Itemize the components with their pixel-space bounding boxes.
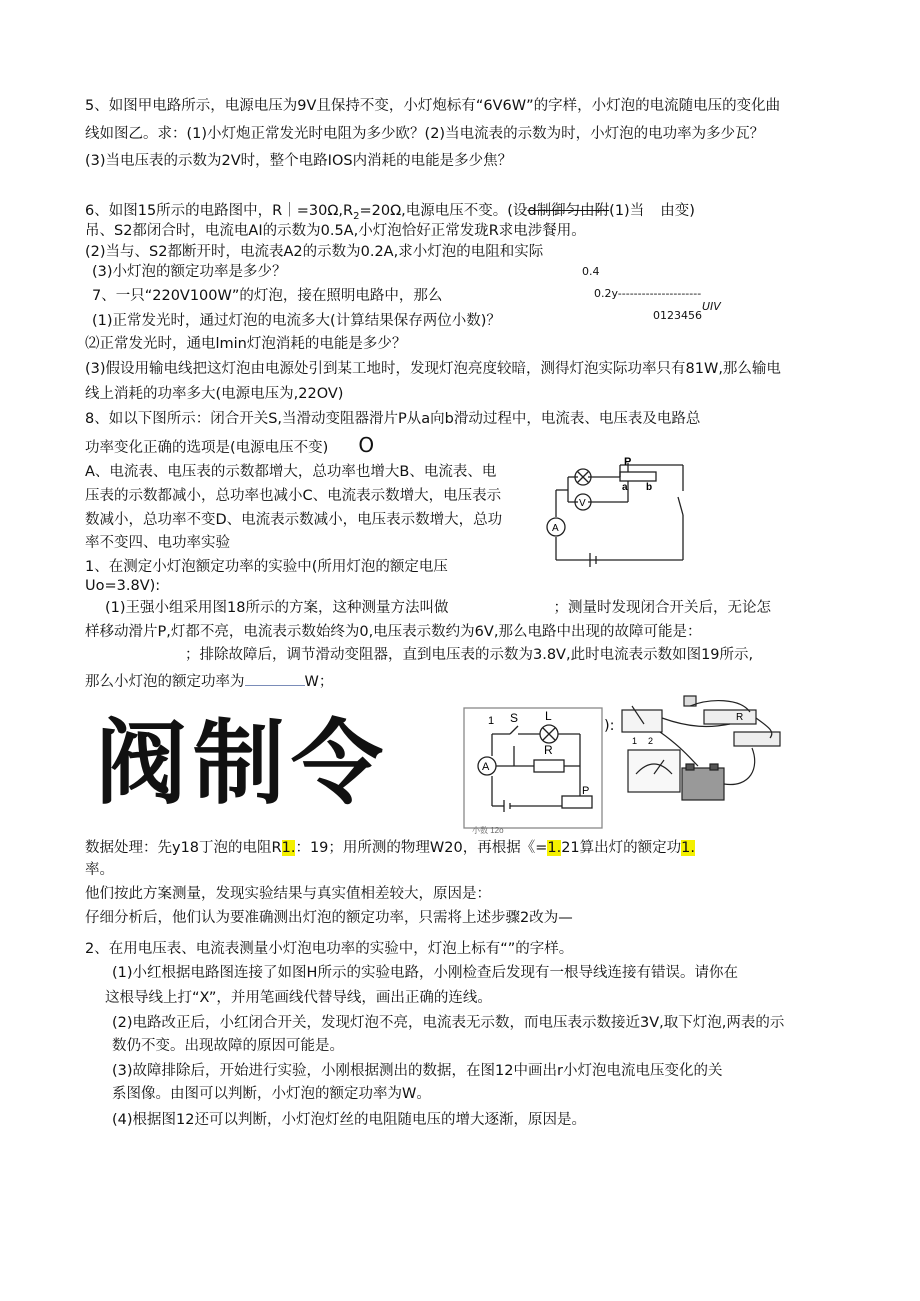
fig18-caption: 小数 12o <box>472 826 504 835</box>
fig19-paren: ): <box>604 718 615 734</box>
q8-line-2-text: 功率变化正确的选项是(电源电压不变) <box>85 440 329 456</box>
q6-subscript: 2 <box>353 210 360 222</box>
fig8-label-V: V <box>579 498 586 509</box>
fig18-label-1: 1 <box>488 715 495 727</box>
e2-line-2: (1)小红根据电路图连接了如图H所示的实验电路，小刚检查后发现有一根导线连接有错误。请你在 <box>112 965 738 981</box>
q6-line-1-a: 6、如图15所示的电路图中，R｜=30Ω,R <box>85 203 354 219</box>
graph-y-04: 0.4 <box>582 265 600 278</box>
e1-line-6 <box>85 671 333 692</box>
large-characters: 阀制令 <box>95 709 390 817</box>
e2-line-7: 系图像。由图可以判断，小灯泡的额定功率为W。 <box>112 1086 431 1102</box>
e1-line-5: ；排除故障后，调节滑动变阻器，直到电压表的示数为3.8V,此时电流表示数如图19所示, <box>185 647 754 663</box>
dp-highlight-1: 1. <box>281 840 296 856</box>
q7-line-1: 7、一只“220V100W”的灯泡，接在照明电路中，那么 <box>92 288 443 304</box>
q8-option-line-2: 压表的示数都减小，总功率也减小C、电流表示数增大，电压表示 <box>85 488 502 504</box>
dp-highlight-2: 1. <box>547 840 562 856</box>
q6-line-4: (3)小灯泡的额定功率是多少？ <box>92 264 287 280</box>
data-processing-line-4: 仔细分析后，他们认为要准确测出灯泡的额定功率，只需将上述步骤2改为— <box>85 910 573 926</box>
q7-line-3: ⑵正常发光时，通电lmin灯泡消耗的电能是多少？ <box>85 336 407 352</box>
q5-line-3: (3)当电压表的示数为2V时，整个电路IOS内消耗的电能是多少焦？ <box>85 153 513 169</box>
q7-line-2: (1)正常发光时，通过灯泡的电流多大(计算结果保存两位小数)？ <box>92 313 501 329</box>
fig8-label-P: P <box>624 456 632 468</box>
e1-line-3 <box>105 598 771 618</box>
fig18-label-A: A <box>482 761 490 773</box>
q8-line-2 <box>85 435 374 458</box>
fig18-circuit-diagram <box>462 706 604 836</box>
fig19-label-2: 2 <box>648 736 654 746</box>
q7-line-4: (3)假设用输电线把这灯泡由电源处引到某工地时，发现灯泡亮度较暗，测得灯泡实际功率只有81W,那么输电 <box>85 361 781 377</box>
e1-line-3-b: ；测量时发现闭合开关后，无论怎 <box>553 600 771 616</box>
q8-circuit-diagram <box>538 455 698 567</box>
e2-line-6: (3)故障排除后，开始进行实验，小刚根据测出的数据，在图12中画出r小灯泡电流电压变化的关 <box>112 1063 723 1079</box>
q6-line-2: 吊、S2都闭合时，电流电AI的示数为0.5A,小灯泡恰好正常发珑R求电涉餐用。 <box>85 223 586 239</box>
data-processing-line-2: 率。 <box>85 862 114 878</box>
power-answer-blank <box>245 671 305 686</box>
fig19-label-1: 1 <box>632 736 638 746</box>
q8-option-line-1: A、电流表、电压表的示数都增大，总功率也增大B、电流表、电 <box>85 464 497 480</box>
dp-b: ：19；用所测的物理W20，再根据《= <box>295 840 548 856</box>
dp-c: 21算出灯的额定功 <box>561 840 682 856</box>
fig8-label-A: A <box>552 523 559 534</box>
fig19-apparatus-picture <box>620 688 788 818</box>
e1-line-1: 1、在测定小灯泡额定功率的实验中(所用灯泡的额定电压 <box>85 559 448 575</box>
q6-line-1-d: (1)当 <box>609 203 645 219</box>
q8-option-line-3: 数减小，总功率不变D、电流表示数减小，电压表示数增大，总功 <box>85 512 503 528</box>
q6-line-1-struck: d制御匀由附 <box>527 203 610 219</box>
q8-option-line-4: 率不变四、电功率实验 <box>85 535 230 551</box>
data-processing-line-1 <box>85 838 695 858</box>
e1-line-6-b: W； <box>304 674 334 690</box>
fig18-label-R: R <box>544 743 553 757</box>
fig18-label-L: L <box>545 709 552 723</box>
fig19-label-R: R <box>736 712 744 723</box>
e1-line-2: Uo=3.8V): <box>85 578 161 594</box>
q8-line-1: 8、如以下图所示：闭合开关S,当滑动变阻器滑片P从a向b滑动过程中，电流表、电压表及电路总 <box>85 411 701 427</box>
q5-line-1: 5、如图甲电路所示，电源电压为9V且保持不变，小灯炮标有“6V6W”的字样，小灯泡的电流随电压的变化曲 <box>85 98 781 114</box>
e2-line-5: 数仍不变。出现故障的原因可能是。 <box>112 1038 344 1054</box>
q6-line-1-e: 由变) <box>660 203 695 219</box>
q6-line-1-b: =20Ω,电源电压不变。(设 <box>359 203 528 219</box>
data-processing-line-3: 他们按此方案测量，发现实验结果与真实值相差较大，原因是： <box>85 886 491 902</box>
e2-line-8: (4)根据图12还可以判断，小灯泡灯丝的电阻随电压的增大逐渐，原因是。 <box>112 1112 586 1128</box>
graph-y-02: 0.2y--------------------- <box>594 287 702 300</box>
fig18-label-P: P <box>582 785 590 797</box>
e2-line-4: (2)电路改正后，小红闭合开关，发现灯泡不亮，电流表无示数，而电压表示数接近3V,取下灯泡,两表的示 <box>112 1015 785 1031</box>
e1-line-4: 样移动滑片P,灯都不亮，电流表示数始终为0,电压表示数约为6V,那么电路中出现的故障可能是： <box>85 624 702 640</box>
e1-line-6-a: 那么小灯泡的额定功率为 <box>85 674 245 690</box>
dp-highlight-3: 1. <box>681 840 695 856</box>
e2-line-3: 这根导线上打“X”，并用笔画线代替导线，画出正确的连线。 <box>105 990 492 1006</box>
graph-x-ticks: 0123456 <box>653 309 702 322</box>
q8-answer-blank: O <box>358 433 375 457</box>
fig8-label-a: a <box>622 482 628 493</box>
fig8-label-b: b <box>646 482 653 493</box>
q6-line-3: (2)当与、S2都断开时，电流表A2的示数为0.2A,求小灯泡的电阻和实际 <box>85 244 544 260</box>
e1-line-3-a: (1)王强小组采用图18所示的方案，这种测量方法叫做 <box>105 600 449 616</box>
dp-a: 数据处理：先y18丁泡的电阻R <box>85 840 282 856</box>
fig18-label-S: S <box>510 711 519 725</box>
e2-line-1: 2、在用电压表、电流表测量小灯泡电功率的实验中，灯泡上标有“”的字样。 <box>85 941 574 957</box>
graph-unit: UIV <box>702 300 721 313</box>
q5-line-2: 线如图乙。求：(1)小灯炮正常发光时电阻为多少欧？(2)当电流表的示数为时，小灯泡的电功率为多少瓦？ <box>85 126 765 142</box>
q7-line-5: 线上消耗的功率多大(电源电压为,22OV) <box>85 386 344 402</box>
